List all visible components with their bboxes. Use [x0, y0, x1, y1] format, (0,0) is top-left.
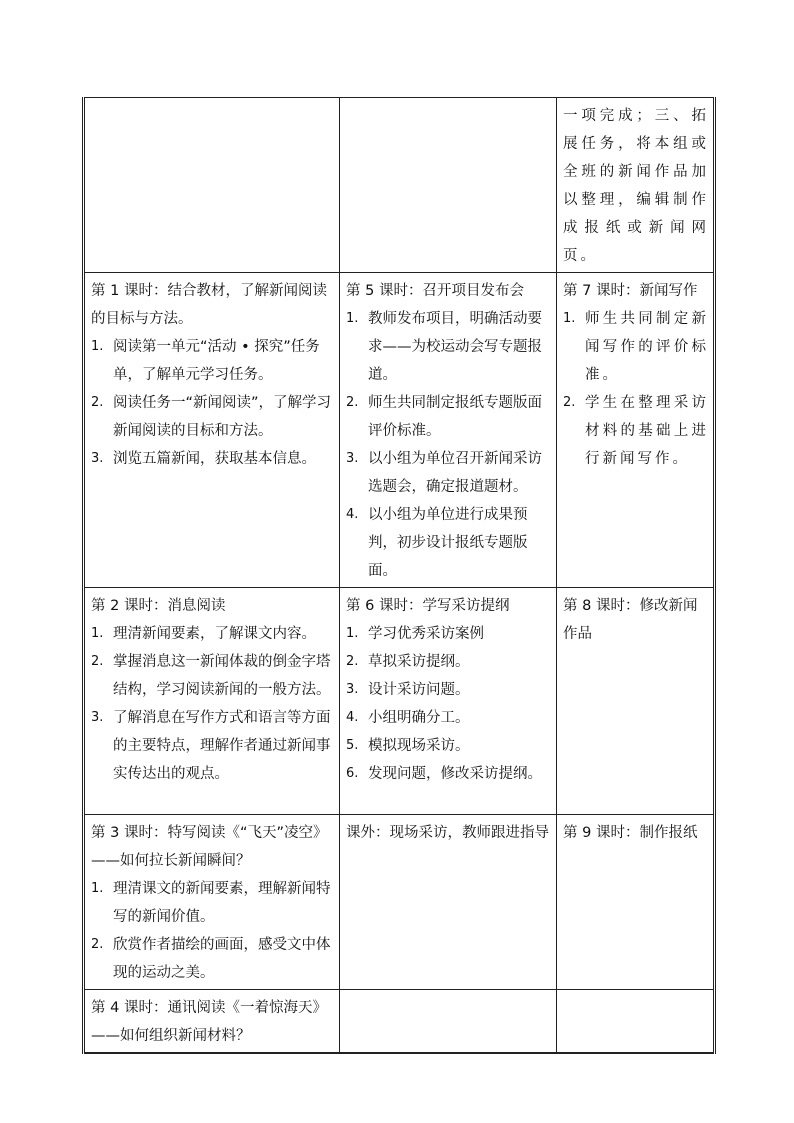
list-item: [563, 389, 709, 473]
table-cell: [84, 98, 340, 273]
list-item: [91, 620, 335, 648]
table-cell: [340, 588, 557, 815]
item-number: 2.: [346, 654, 359, 669]
lesson-title: 第 6 课时：学写采访提纲: [346, 598, 510, 614]
table-row: [84, 815, 715, 990]
lesson-title: 第 4 课时：通讯阅读《一着惊海天》——如何组织新闻材料？: [91, 1000, 327, 1044]
lesson-title: 第 8 课时：修改新闻作品: [563, 598, 698, 642]
item-text: 理清课文的新闻要素，理解新闻特写的新闻价值。: [113, 881, 331, 925]
table-cell: [557, 990, 715, 1054]
item-number: 3.: [91, 710, 104, 725]
item-text: 以小组为单位召开新闻采访选题会，确定报道题材。: [368, 451, 542, 495]
list-item: [346, 305, 552, 389]
list-item: [91, 445, 335, 473]
item-number: 1.: [91, 339, 104, 354]
item-number: 2.: [91, 654, 104, 669]
item-number: 1.: [91, 881, 104, 896]
item-number: 3.: [346, 451, 359, 466]
item-number: 2.: [346, 395, 359, 410]
table-cell: [340, 273, 557, 588]
lesson-title: 第 9 课时：制作报纸: [563, 825, 698, 841]
item-number: 3.: [91, 451, 104, 466]
item-number: 1.: [346, 626, 359, 641]
table-cell: [340, 98, 557, 273]
item-text: 草拟采访提纲。: [368, 654, 470, 670]
lesson-title: 第 2 课时：消息阅读: [91, 598, 226, 614]
item-number: 1.: [563, 311, 576, 326]
list-item: [91, 704, 335, 788]
item-text: 小组明确分工。: [368, 710, 470, 726]
list-item: [91, 875, 335, 931]
table-cell: [557, 815, 715, 990]
item-text: 师生共同制定新闻写作的评价标准。: [585, 311, 709, 383]
item-number: 1.: [346, 311, 359, 326]
table-cell: [340, 990, 557, 1054]
lesson-steps: [91, 333, 335, 473]
lesson-steps: [563, 305, 709, 473]
table-row: [84, 98, 715, 273]
table-row: [84, 990, 715, 1054]
item-number: 5.: [346, 738, 359, 753]
list-item: [91, 648, 335, 704]
item-text: 发现问题，修改采访提纲。: [368, 766, 542, 782]
cell-text: 一项完成；三、拓展任务，将本组或全班的新闻作品加以整理，编辑制作成报纸或新闻网页。: [563, 108, 709, 264]
lesson-title: 第 1 课时：结合教材，了解新闻阅读的目标与方法。: [91, 283, 327, 327]
item-text: 欣赏作者描绘的画面，感受文中体现的运动之美。: [113, 937, 331, 981]
list-item: [91, 931, 335, 987]
table-cell: [557, 273, 715, 588]
table-row: [84, 273, 715, 588]
lesson-steps: [346, 620, 552, 788]
item-number: 4.: [346, 710, 359, 725]
lesson-title: 课外：现场采访，教师跟进指导: [346, 825, 549, 841]
list-item: [346, 676, 552, 704]
lesson-steps: [346, 305, 552, 585]
item-text: 掌握消息这一新闻体裁的倒金字塔结构，学习阅读新闻的一般方法。: [113, 654, 331, 698]
item-number: 6.: [346, 766, 359, 781]
list-item: [346, 445, 552, 501]
lesson-title: 第 3 课时：特写阅读《“飞天”凌空》——如何拉长新闻瞬间？: [91, 825, 328, 869]
list-item: [346, 501, 552, 585]
item-text: 阅读任务一“新闻阅读”，了解学习新闻阅读的目标和方法。: [113, 395, 332, 439]
list-item: [346, 704, 552, 732]
item-number: 2.: [91, 395, 104, 410]
item-text: 学生在整理采访材料的基础上进行新闻写作。: [585, 395, 709, 467]
item-number: 3.: [346, 682, 359, 697]
item-text: 模拟现场采访。: [368, 738, 470, 754]
table-cell: [84, 815, 340, 990]
item-text: 了解消息在写作方式和语言等方面的主要特点，理解作者通过新闻事实传达出的观点。: [113, 710, 331, 782]
list-item: [346, 620, 552, 648]
item-number: 4.: [346, 507, 359, 522]
table-cell: [340, 815, 557, 990]
lesson-steps: [91, 875, 335, 987]
table-row: [84, 588, 715, 815]
list-item: [91, 333, 335, 389]
item-text: 学习优秀采访案例: [368, 626, 484, 642]
lesson-title: 第 7 课时：新闻写作: [563, 283, 698, 299]
list-item: [346, 648, 552, 676]
table-cell: [84, 273, 340, 588]
item-number: 2.: [563, 395, 576, 410]
list-item: [563, 305, 709, 389]
item-text: 理清新闻要素，了解课文内容。: [113, 626, 316, 642]
item-number: 1.: [91, 626, 104, 641]
list-item: [346, 389, 552, 445]
item-number: 2.: [91, 937, 104, 952]
table-cell: [557, 588, 715, 815]
item-text: 设计采访问题。: [368, 682, 470, 698]
item-text: 浏览五篇新闻，获取基本信息。: [113, 451, 316, 467]
list-item: [346, 760, 552, 788]
list-item: [346, 732, 552, 760]
lesson-steps: [91, 620, 335, 788]
table-cell: [557, 98, 715, 273]
item-text: 以小组为单位进行成果预判，初步设计报纸专题版面。: [368, 507, 528, 579]
lesson-plan-table: [82, 97, 716, 1054]
item-text: 师生共同制定报纸专题版面评价标准。: [368, 395, 542, 439]
item-text: 阅读第一单元“活动 • 探究”任务单，了解单元学习任务。: [113, 339, 320, 383]
list-item: [91, 389, 335, 445]
lesson-title: 第 5 课时：召开项目发布会: [346, 283, 524, 299]
table-cell: [84, 588, 340, 815]
table-cell: [84, 990, 340, 1054]
item-text: 教师发布项目，明确活动要求——为校运动会写专题报道。: [368, 311, 542, 383]
